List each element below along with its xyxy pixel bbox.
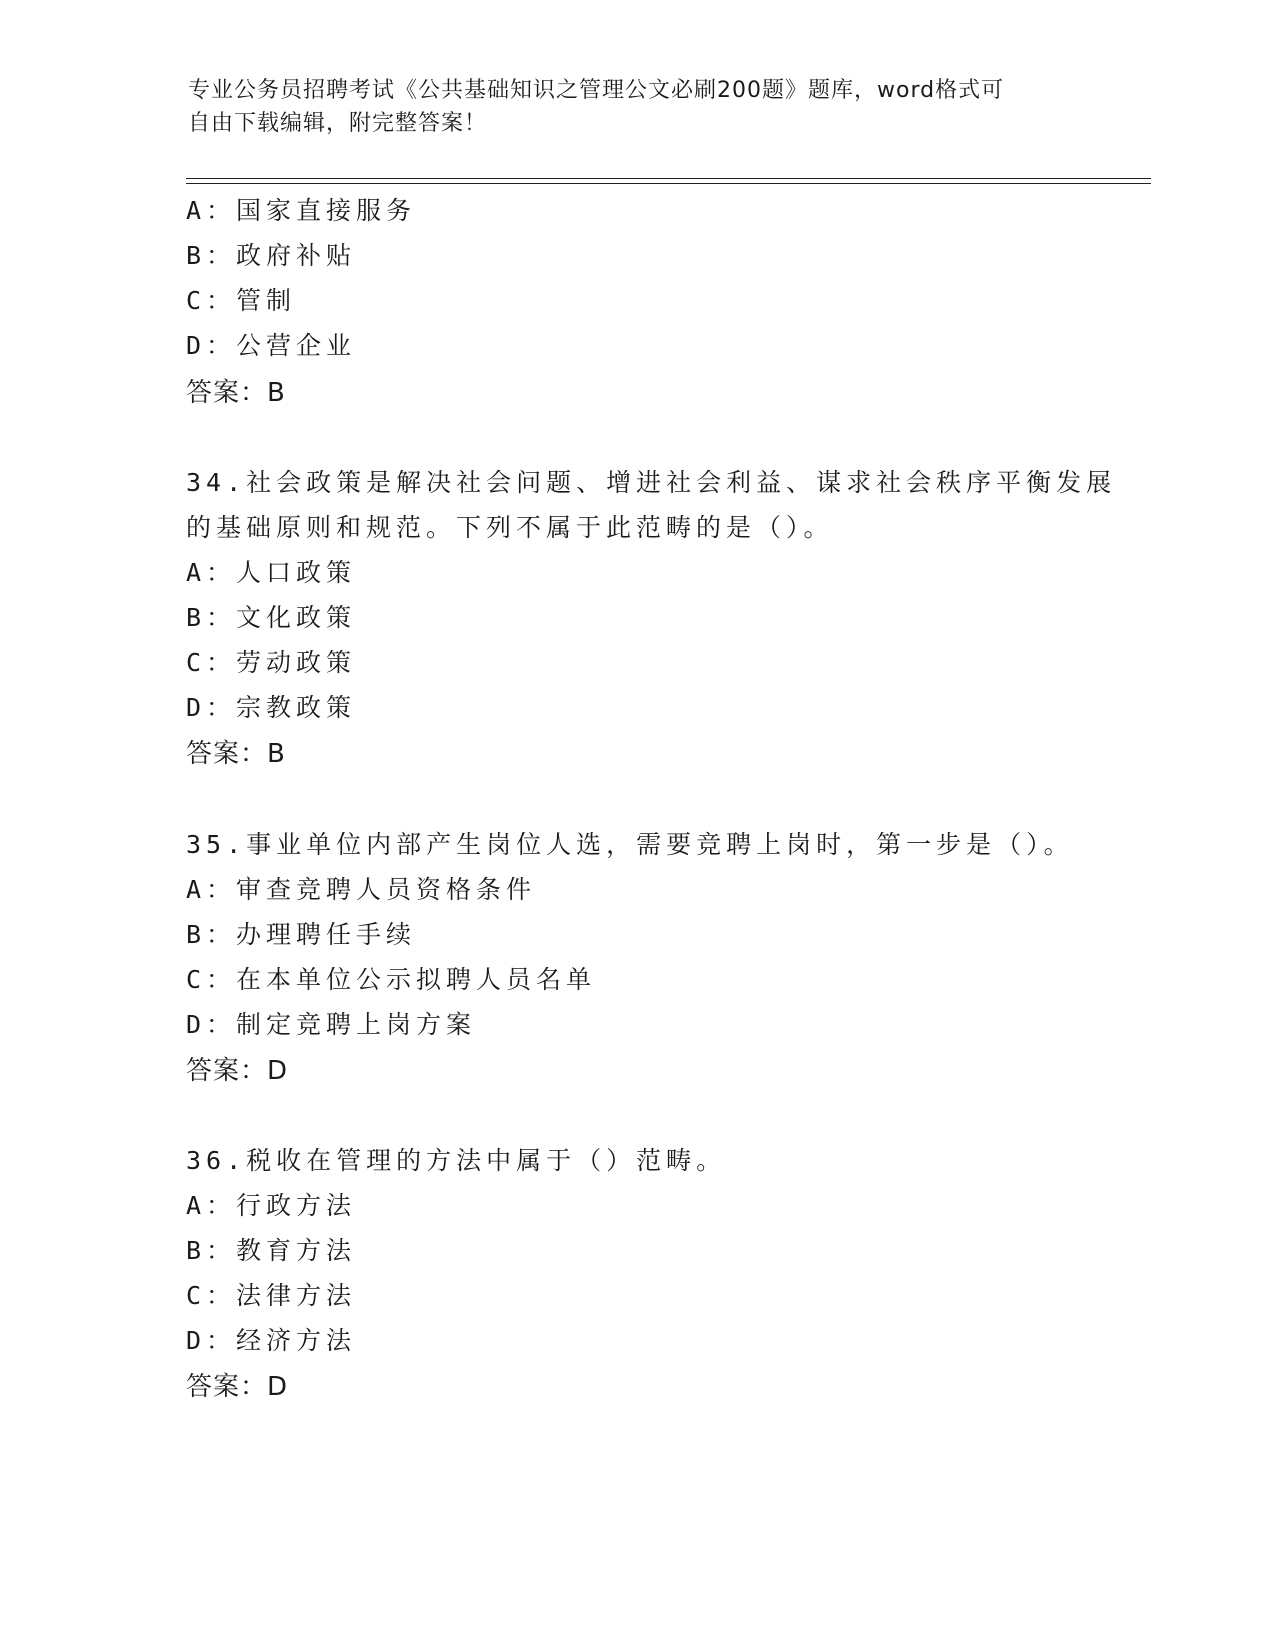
header-divider-top [186, 178, 1151, 179]
option-b: B：教育方法 [186, 1236, 357, 1265]
option-d: D：经济方法 [186, 1326, 357, 1355]
option-d: D：公营企业 [186, 331, 357, 360]
question-stem-line-2: 的基础原则和规范。下列不属于此范畴的是（）。 [186, 513, 834, 542]
option-a: A：行政方法 [186, 1191, 357, 1220]
question-stem-line-1: 34.社会政策是解决社会问题、增进社会利益、谋求社会秩序平衡发展 [186, 468, 1117, 497]
option-d: D：制定竞聘上岗方案 [186, 1010, 477, 1039]
header-divider-bottom [186, 183, 1151, 184]
document-header [188, 74, 1078, 140]
option-a: A：国家直接服务 [186, 196, 417, 225]
header-line-1: 专业公务员招聘考试《公共基础知识之管理公文必刷200题》题库，word格式可 [188, 78, 1005, 103]
option-c: C：管制 [186, 286, 297, 315]
option-b: B：政府补贴 [186, 241, 357, 270]
question-stem-line-1: 35.事业单位内部产生岗位人选，需要竞聘上岗时，第一步是（）。 [186, 830, 1074, 859]
answer: 答案：D [186, 1372, 289, 1402]
option-b: B：文化政策 [186, 603, 357, 632]
option-a: A：人口政策 [186, 558, 357, 587]
answer: 答案：B [186, 739, 286, 769]
option-b: B：办理聘任手续 [186, 920, 417, 949]
answer: 答案：B [186, 378, 286, 408]
header-line-2: 自由下载编辑，附完整答案！ [188, 111, 488, 136]
option-d: D：宗教政策 [186, 693, 357, 722]
option-a: A：审查竞聘人员资格条件 [186, 875, 537, 904]
option-c: C：劳动政策 [186, 648, 357, 677]
question-stem-line-1: 36.税收在管理的方法中属于（）范畴。 [186, 1146, 727, 1175]
option-c: C：法律方法 [186, 1281, 357, 1310]
option-c: C：在本单位公示拟聘人员名单 [186, 965, 597, 994]
answer: 答案：D [186, 1056, 289, 1086]
